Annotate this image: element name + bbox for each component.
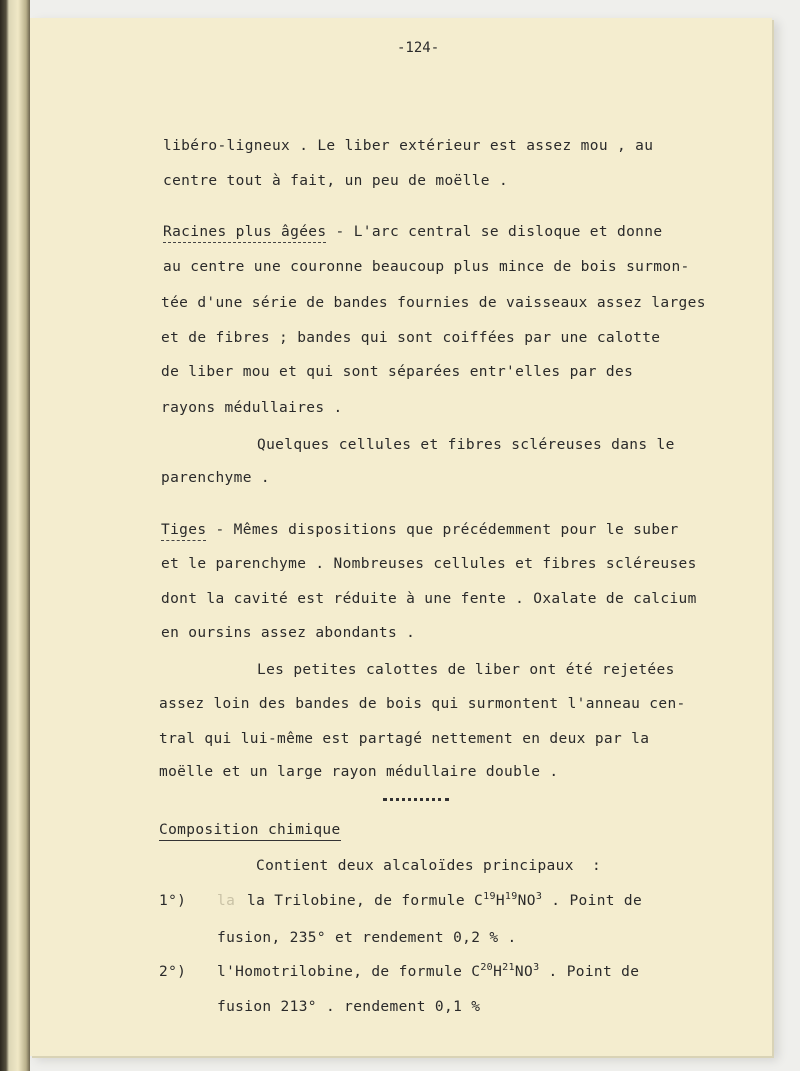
formula-subscript: 21 [502, 962, 515, 973]
formula-part: la Trilobine, de formule C [247, 893, 484, 909]
formula-part: . Point de [539, 964, 640, 980]
text-line: moëlle et un large rayon médullaire double . [159, 764, 559, 780]
text-line: tée d'une série de bandes fournies de vaisseaux assez larges [161, 295, 706, 311]
text-line: centre tout à fait, un peu de moëlle . [163, 173, 509, 189]
formula-subscript: 20 [480, 962, 494, 973]
text-line: au centre une couronne beaucoup plus mince de bois surmon- [163, 259, 690, 275]
text-line: Quelques cellules et fibres scléreuses dans le [257, 437, 675, 453]
text-line: en oursins assez abondants . [161, 625, 416, 641]
struck-text: la [217, 893, 236, 909]
heading-dash: - [206, 522, 234, 538]
formula-subscript: 19 [504, 891, 518, 902]
composition-intro: Contient deux alcaloïdes principaux : [256, 858, 602, 874]
text-line: et de fibres ; bandes qui sont coiffées par une calotte [161, 330, 661, 346]
text-line: assez loin des bandes de bois qui surmontent l'anneau cen- [159, 696, 686, 712]
formula-part: H [493, 964, 503, 980]
list-item-text: fusion, 235° et rendement 0,2 % . [217, 930, 517, 946]
text-line: libéro-ligneux . Le liber extérieur est assez mou , au [163, 138, 654, 154]
text-fragment: L'arc central se disloque et donne [353, 224, 663, 240]
section-heading-tiges: Tiges [161, 522, 206, 541]
text-line: Les petites calottes de liber ont été rejetées [257, 662, 675, 678]
section-heading-racines: Racines plus âgées [163, 224, 326, 243]
formula-part: NO [517, 893, 536, 909]
heading-dash: - [326, 224, 354, 240]
list-item-number: 1°) [159, 893, 187, 909]
section-heading-composition: Composition chimique [159, 822, 341, 841]
formula-subscript: 3 [533, 962, 540, 973]
formula-subscript: 19 [483, 891, 496, 902]
list-item-number: 2°) [159, 964, 187, 980]
list-item-text: fusion 213° . rendement 0,1 % [217, 999, 481, 1015]
text-line: tral qui lui-même est partagé nettement en deux par la [159, 731, 650, 747]
text-line: dont la cavité est réduite à une fente . Oxalate de calcium [161, 591, 697, 607]
paragraph-heading-line [161, 521, 679, 539]
text-line: de liber mou et qui sont séparées entr'elles par des [161, 364, 634, 380]
formula-part: NO [514, 964, 534, 980]
page-number: -124- [397, 40, 440, 56]
text-line: rayons médullaires . [161, 400, 343, 416]
text-fragment: Mêmes dispositions que précédemment pour le suber [233, 522, 679, 538]
formula-part: . Point de [542, 893, 643, 909]
list-item-text [247, 892, 642, 910]
text-line: et le parenchyme . Nombreuses cellules et fibres scléreuses [161, 556, 697, 572]
book-spine [0, 0, 30, 1071]
text-line: parenchyme . [161, 470, 270, 486]
formula-subscript: 3 [535, 891, 543, 902]
formula-part: l'Homotrilobine, de formule C [217, 964, 481, 980]
formula-part: H [495, 893, 505, 909]
paragraph-heading-line [163, 223, 662, 241]
list-item-text [217, 963, 639, 981]
composition-heading-line [159, 821, 341, 839]
section-separator [383, 798, 449, 801]
